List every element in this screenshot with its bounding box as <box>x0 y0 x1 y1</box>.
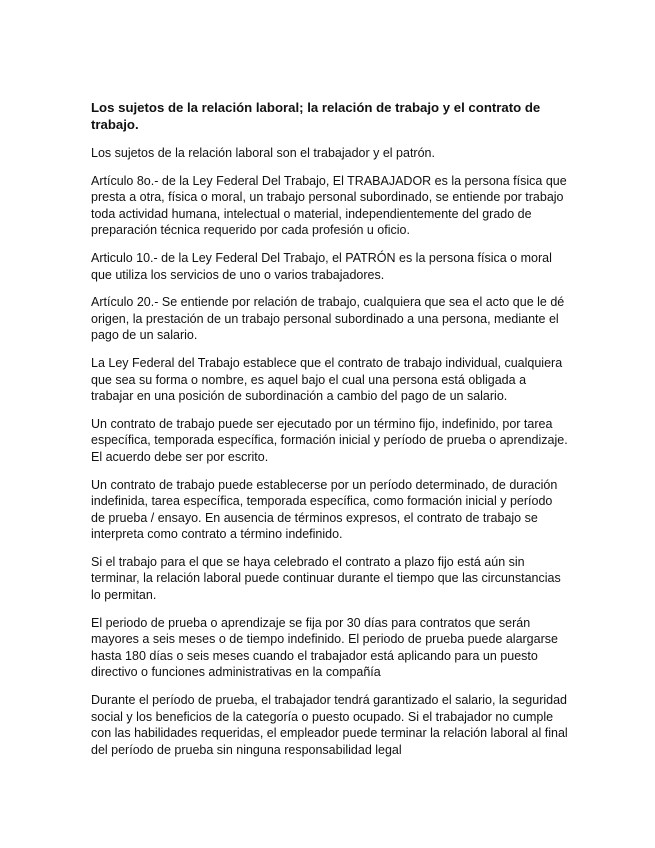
document-title: Los sujetos de la relación laboral; la relación de trabajo y el contrato de trabajo. <box>91 100 541 132</box>
paragraph-6: Un contrato de trabajo puede ser ejecutado por un término fijo, indefinido, por tarea específica, temporada específica, formación inicial y período de prueba o aprendizaje. El acuerdo debe ser por escrito. <box>91 416 568 464</box>
paragraph-2: Artículo 8o.- de la Ley Federal Del Trabajo, El TRABAJADOR es la persona física que presta a otra, física o moral, un trabajo personal subordinado, se entiende por trabajo toda actividad humana, intelectual o material, independientemente del grado de preparación técnica requerido por cada profesión u oficio. <box>91 173 567 238</box>
paragraph-9: El periodo de prueba o aprendizaje se fija por 30 días para contratos que serán mayores a seis meses o de tiempo indefinido. El periodo de prueba puede alargarse hasta 180 días o seis meses cuando el trabajador está aplicando para un puesto directivo o funciones administrativas en la compañía <box>91 615 558 680</box>
paragraph-5: La Ley Federal del Trabajo establece que el contrato de trabajo individual, cualquiera que sea su forma o nombre, es aquel bajo el cual una persona está obligada a trabajar en una posición de subordinación a cambio del pago de un salario. <box>91 355 563 404</box>
paragraph-4: Artículo 20.- Se entiende por relación de trabajo, cualquiera que sea el acto que le dé origen, la prestación de un trabajo personal subordinado a una persona, mediante el pago de un salario. <box>91 295 565 343</box>
paragraph-8: Si el trabajo para el que se haya celebrado el contrato a plazo fijo está aún sin terminar, la relación laboral puede continuar durante el tiempo que las circunstancias lo permitan. <box>91 554 561 603</box>
paragraph-3: Articulo 10.- de la Ley Federal Del Trabajo, el PATRÓN es la persona física o moral que utiliza los servicios de uno o varios trabajadores. <box>91 250 552 282</box>
paragraph-10: Durante el período de prueba, el trabajador tendrá garantizado el salario, la seguridad social y los beneficios de la categoría o puesto ocupado. Si el trabajador no cumple con las habilidades requeridas, el empleador puede terminar la relación laboral al final del período de prueba sin ninguna responsabilidad legal <box>91 693 568 757</box>
paragraph-1: Los sujetos de la relación laboral son el trabajador y el patrón. <box>91 146 435 160</box>
document-body <box>91 99 569 769</box>
paragraph-7: Un contrato de trabajo puede establecerse por un período determinado, de duración indefinida, tarea específica, temporada específica, como formación inicial y período de prueba / ensayo. En ausencia de términos expresos, el contrato de trabajo se interpreta como contrato a término indefinido. <box>91 477 558 542</box>
